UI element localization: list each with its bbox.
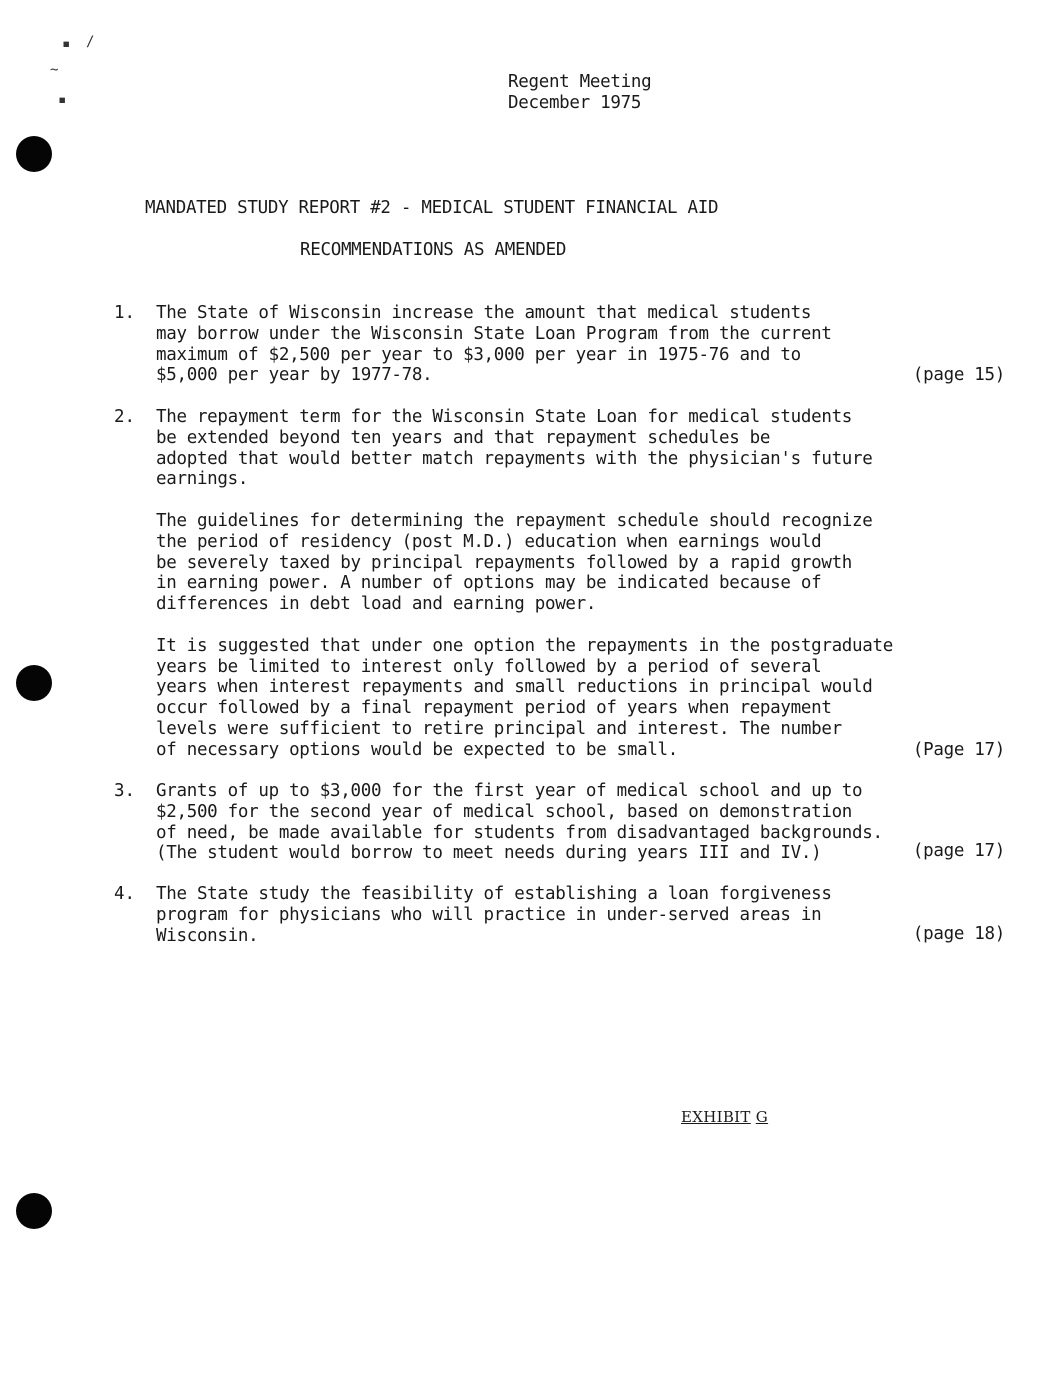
text-line: be severely taxed by principal repayments followed by a rapid growth	[156, 552, 853, 573]
text-line: in earning power. A number of options may be indicated because of	[156, 573, 822, 594]
text-line: The State of Wisconsin increase the amount that medical students	[156, 303, 812, 323]
text-line: may borrow under the Wisconsin State Loan Program from the current	[156, 323, 832, 344]
page-reference: (page 17)	[912, 841, 1005, 861]
text-line: $2,500 for the second year of medical school, based on demonstration	[156, 801, 853, 822]
item-paragraph	[156, 303, 896, 386]
report-title: MANDATED STUDY REPORT #2 - MEDICAL STUDENT FINANCIAL AID	[145, 198, 719, 218]
exhibit-letter: G	[755, 1108, 769, 1126]
recommendation-3	[114, 781, 1009, 864]
punch-hole-bottom	[16, 1193, 52, 1229]
stray-mark: ~	[50, 62, 59, 78]
punch-hole-top	[16, 136, 52, 172]
stray-mark: /	[86, 34, 95, 50]
exhibit-label	[681, 1108, 768, 1126]
meeting-name: Regent Meeting	[508, 72, 652, 92]
text-line: (The student would borrow to meet needs during years III and IV.)	[156, 843, 822, 864]
item-number: 3.	[114, 781, 136, 801]
exhibit-word: EXHIBIT	[681, 1108, 751, 1126]
text-line: levels were sufficient to retire principal and interest. The number	[156, 718, 842, 739]
text-line: The repayment term for the Wisconsin State Loan for medical students	[156, 407, 853, 427]
text-line: of necessary options would be expected to be small.	[156, 739, 679, 760]
text-line: be extended beyond ten years and that repayment schedules be	[156, 427, 771, 448]
text-line: Wisconsin.	[156, 925, 259, 946]
page-reference: (page 15)	[912, 365, 1005, 386]
page-reference: (page 18)	[912, 924, 1005, 944]
stray-mark: ▪	[62, 36, 71, 52]
text-line: It is suggested that under one option the repayments in the postgraduate	[156, 635, 893, 656]
page-reference: (Page 17)	[912, 739, 1005, 760]
meeting-date: December 1975	[508, 93, 642, 113]
text-line: maximum of $2,500 per year to $3,000 per year in 1975-76 and to	[156, 344, 801, 365]
item-number: 1.	[114, 303, 136, 323]
text-line: $5,000 per year by 1977-78.	[156, 365, 433, 386]
item-paragraph	[156, 407, 896, 490]
text-line: of need, be made available for students from disadvantaged backgrounds.	[156, 822, 883, 843]
text-line: occur followed by a final repayment period of years when repayment	[156, 698, 832, 719]
stray-mark: ▪	[58, 92, 67, 108]
report-subtitle: RECOMMENDATIONS AS AMENDED	[300, 240, 567, 260]
text-line: program for physicians who will practice in under-served areas in	[156, 904, 822, 925]
item-paragraph	[156, 511, 896, 615]
item-paragraph	[156, 884, 896, 946]
text-line: years when interest repayments and small reductions in principal would	[156, 677, 873, 698]
item-number: 2.	[114, 407, 136, 427]
recommendation-1	[114, 303, 1009, 386]
item-paragraph	[156, 781, 896, 864]
text-line: The State study the feasibility of establishing a loan forgiveness	[156, 884, 832, 904]
recommendation-4	[114, 884, 1009, 946]
text-line: earnings.	[156, 469, 249, 490]
meeting-header	[508, 72, 651, 114]
text-line: adopted that would better match repayments with the physician's future	[156, 448, 873, 469]
text-line: The guidelines for determining the repayment schedule should recognize	[156, 510, 873, 531]
punch-hole-middle	[16, 665, 52, 701]
item-number: 4.	[114, 884, 136, 904]
item-paragraph	[156, 636, 896, 761]
text-line: the period of residency (post M.D.) education when earnings would	[156, 531, 822, 552]
text-line: differences in debt load and earning power.	[156, 594, 597, 615]
text-line: years be limited to interest only followed by a period of several	[156, 656, 822, 677]
text-line: Grants of up to $3,000 for the first year of medical school and up to	[156, 781, 863, 801]
recommendation-2	[114, 407, 1009, 761]
